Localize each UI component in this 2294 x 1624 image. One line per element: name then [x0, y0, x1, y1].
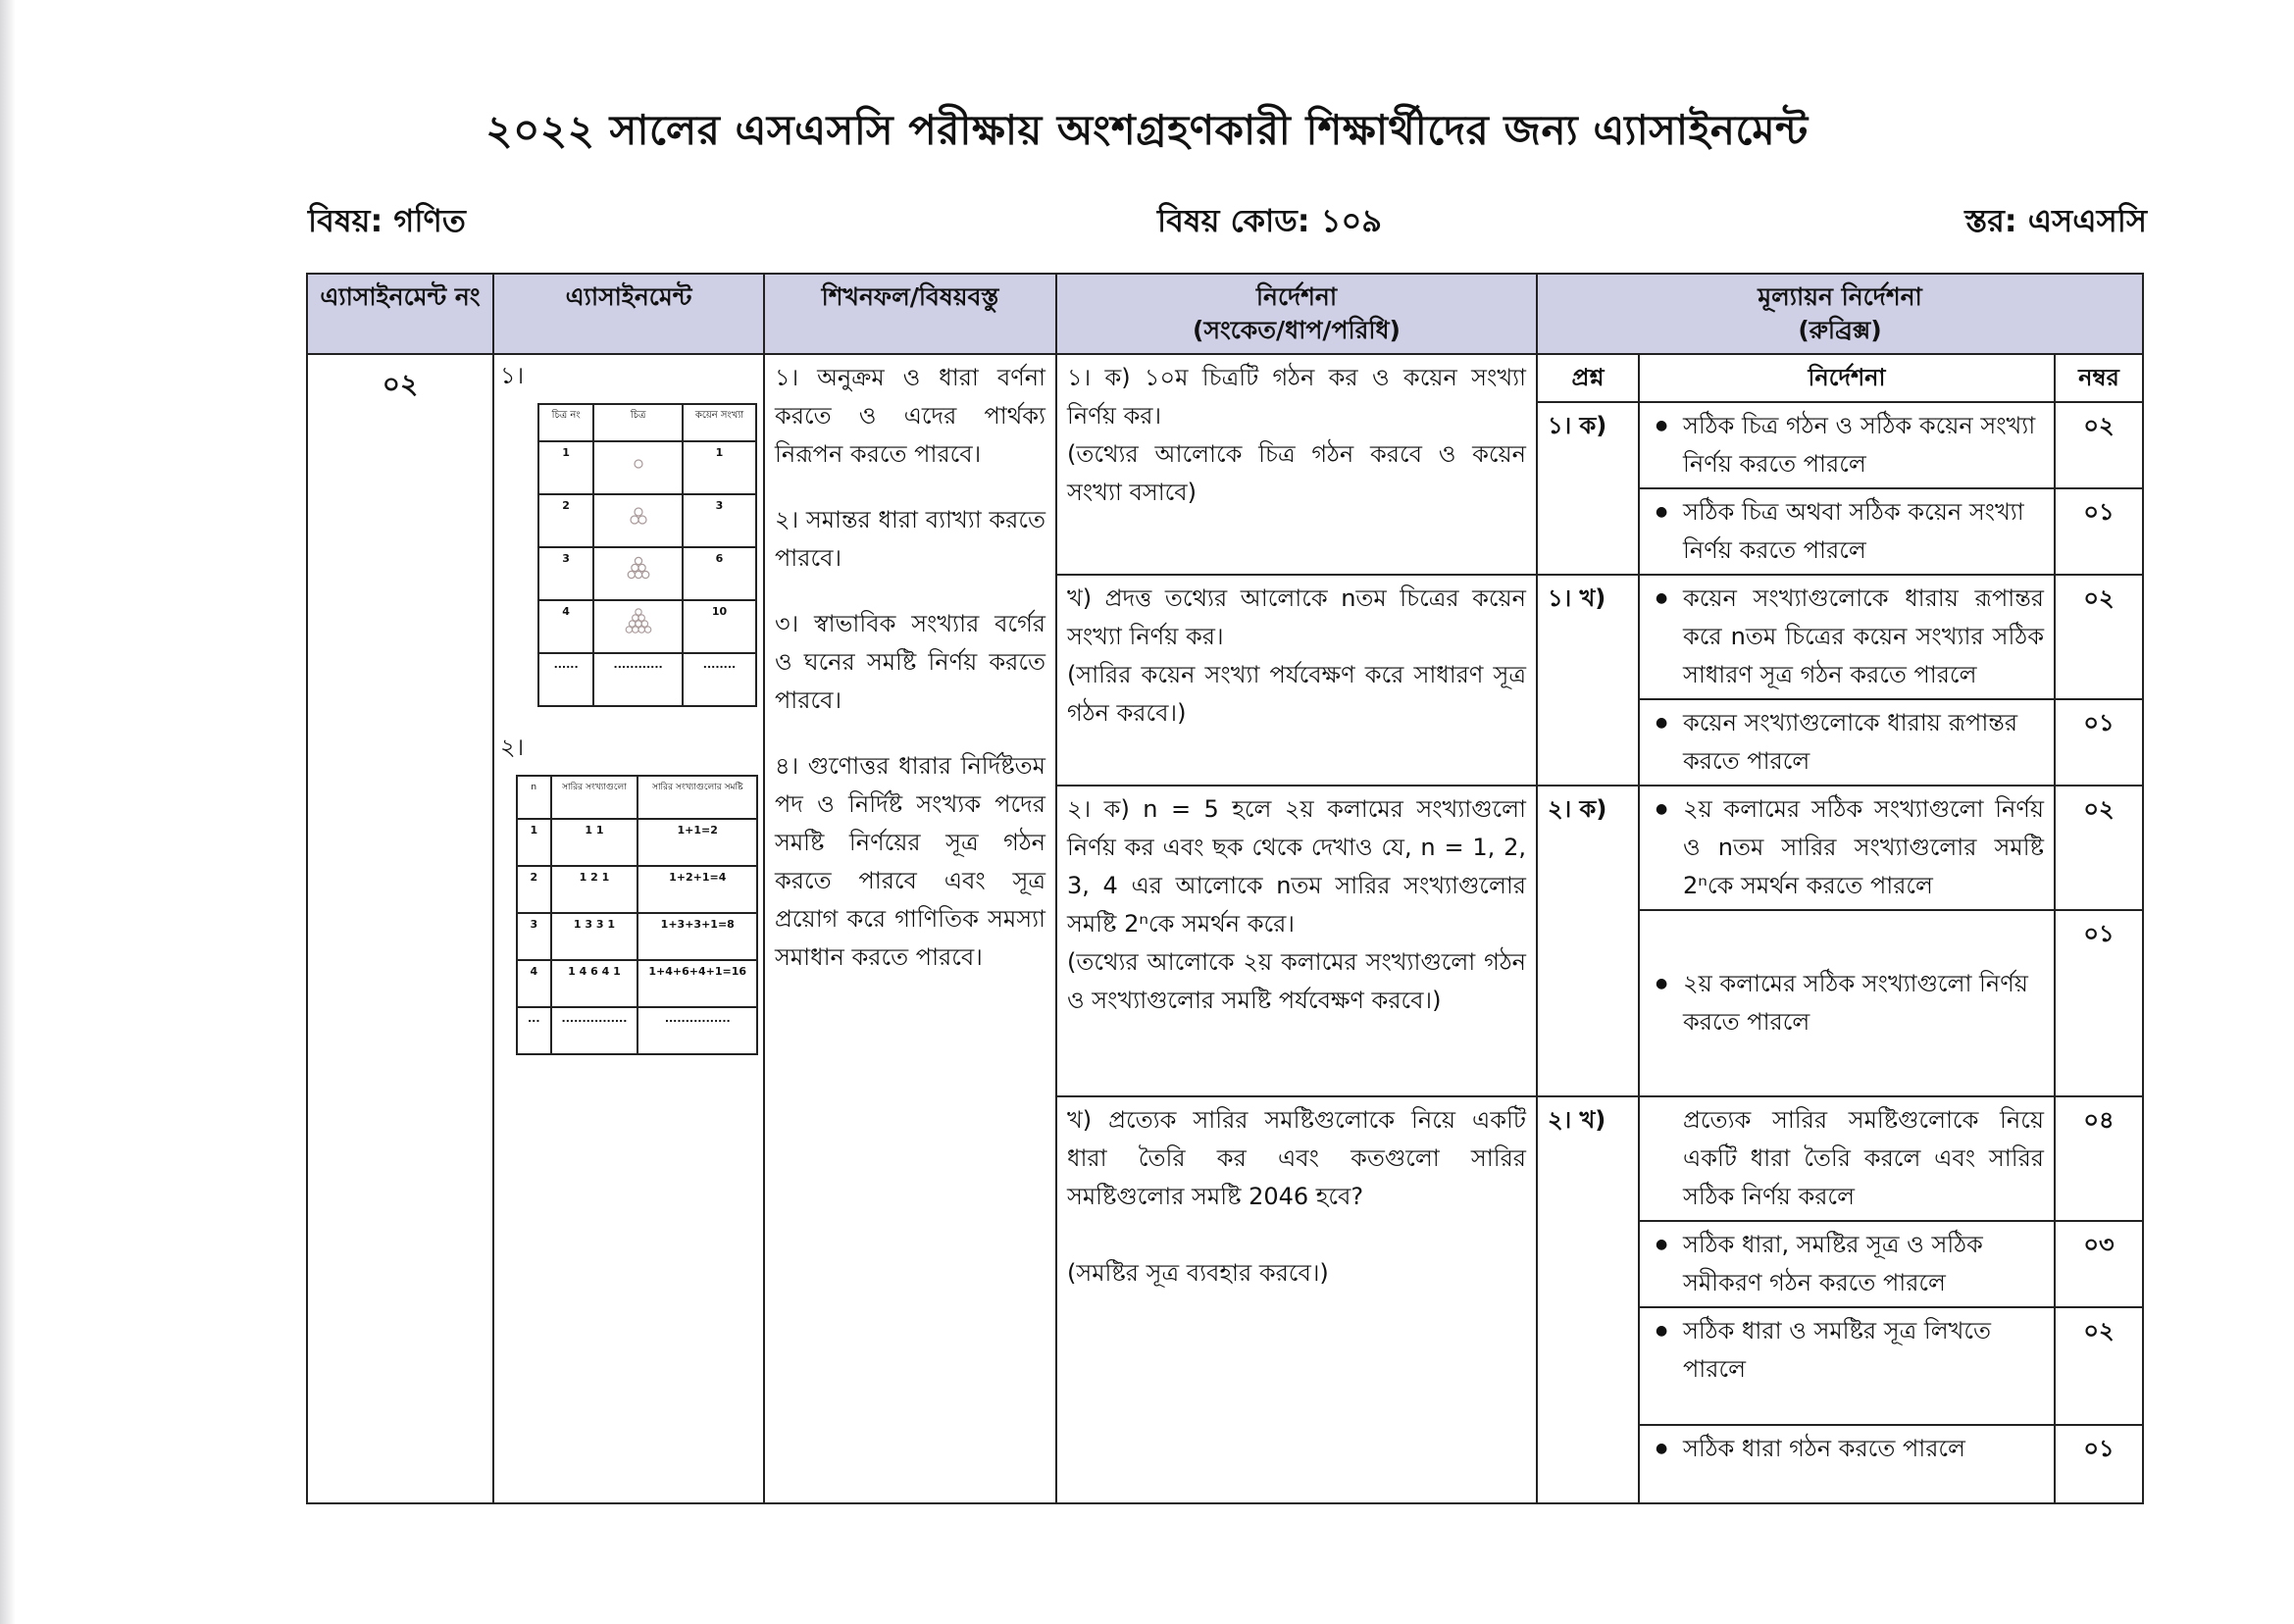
rubric-question: ২। ক)	[1537, 786, 1639, 1096]
figure-number: 1	[538, 441, 593, 494]
rubric-item	[1639, 1096, 2055, 1221]
rubric-mark: ০১	[2055, 699, 2143, 786]
row-number: 3	[517, 913, 551, 960]
header-instructions-sub: (সংকেত/ধাপ/পরিধি)	[1193, 316, 1401, 344]
coin-figure-2	[593, 494, 683, 547]
instruction-hint: (তথ্যের আলোকে চিত্র গঠন করবে ও কয়েন সংখ্যা বসাবে)	[1067, 440, 1526, 506]
rubric-text: ● সঠিক ধারা গঠন করতে পারলে	[1650, 1430, 2044, 1468]
figure-number: 2	[538, 494, 593, 547]
dots-cell: ...	[517, 1007, 551, 1054]
page-title: ২০২২ সালের এসএসসি পরীক্ষায় অংশগ্রহণকারী শিক্ষার্থীদের জন্য এ্যাসাইনমেন্ট	[485, 106, 1809, 154]
level-label: স্তর: এসএসসি	[1964, 202, 2147, 239]
dots-cell: ........	[683, 653, 756, 706]
instruction-1a	[1056, 354, 1537, 575]
row-number: 2	[517, 866, 551, 913]
rubric-mark: ০২	[2055, 575, 2143, 699]
header-assignment: এ্যাসাইনমেন্ট	[493, 274, 764, 354]
coin-table-header: কয়েন সংখ্যা	[683, 404, 756, 441]
header-outcomes: শিখনফল/বিষয়বস্তু	[764, 274, 1056, 354]
rubric-question: ১। খ)	[1537, 575, 1639, 786]
row-sum: 1+1=2	[637, 819, 757, 866]
rubric-mark: ০২	[2055, 402, 2143, 488]
row-sum: 1+3+3+1=8	[637, 913, 757, 960]
rubric-text: ● সঠিক চিত্র গঠন ও সঠিক কয়েন সংখ্যা নির্ণয় করতে পারলে	[1650, 407, 2044, 483]
rubric-text: ● কয়েন সংখ্যাগুলোকে ধারায় রূপান্তর করে nতম চিত্রের কয়েন সংখ্যার সঠিক সাধারণ সূত্র গঠন করতে পারলে	[1650, 580, 2044, 694]
pascal-table	[516, 775, 758, 1055]
header-instructions	[1056, 274, 1537, 354]
rubric-item	[1639, 1221, 2055, 1307]
rubric-text: ● সঠিক ধারা ও সমষ্টির সূত্র লিখতে পারলে	[1650, 1312, 2044, 1389]
coin-table-header: চিত্র	[593, 404, 683, 441]
table-header-row	[307, 274, 2143, 354]
rubric-text: ● কয়েন সংখ্যাগুলোকে ধারায় রূপান্তর করতে পারলে	[1650, 704, 2044, 781]
rubric-mark: ০২	[2055, 1307, 2143, 1425]
rubric-question: ১। ক)	[1537, 402, 1639, 575]
instruction-hint: (তথ্যের আলোকে ২য় কলামের সংখ্যাগুলো গঠন ও সংখ্যাগুলোর সমষ্টি পর্যবেক্ষণ করবে।)	[1067, 948, 1526, 1014]
rubric-item	[1639, 402, 2055, 488]
rubric-mark: ০৩	[2055, 1221, 2143, 1307]
instruction-question: খ) প্রদত্ত তথ্যের আলোকে nতম চিত্রের কয়েন সংখ্যা নির্ণয় কর।	[1067, 584, 1526, 650]
coin-figure-table	[537, 403, 757, 707]
dots-cell: ......	[538, 653, 593, 706]
row-numbers: 1 3 3 1	[551, 913, 638, 960]
instruction-question: ১। ক) ১০ম চিত্রটি গঠন কর ও কয়েন সংখ্যা নির্ণয় কর।	[1067, 364, 1526, 430]
header-instructions-title: নির্দেশনা	[1255, 282, 1338, 311]
figure1-label: ১।	[500, 362, 525, 389]
rubric-text: ● ২য় কলামের সঠিক সংখ্যাগুলো নির্ণয় ও nতম সারির সংখ্যাগুলোর সমষ্টি 2ⁿকে সমর্থন করতে পারলে	[1650, 790, 2044, 905]
coin-figure-1	[593, 441, 683, 494]
outcome-item: ২। সমান্তর ধারা ব্যাখ্যা করতে পারবে।	[775, 506, 1045, 572]
coin-count: 6	[683, 547, 756, 600]
rubric-question: ২। খ)	[1537, 1096, 1639, 1503]
scan-edge	[0, 0, 16, 1624]
rubric-text: ● ২য় কলামের সঠিক সংখ্যাগুলো নির্ণয় করতে পারলে	[1650, 965, 2044, 1041]
dots-cell: ............	[593, 653, 683, 706]
figure2-label: ২।	[500, 734, 525, 761]
dots-cell: ................	[637, 1007, 757, 1054]
rubric-item	[1639, 786, 2055, 910]
instruction-1b	[1056, 575, 1537, 786]
outcome-item: ৩। স্বাভাবিক সংখ্যার বর্গের ও ঘনের সমষ্টি নির্ণয় করতে পারবে।	[775, 610, 1045, 714]
pascal-table-header: n	[517, 776, 551, 819]
row-sum: 1+2+1=4	[637, 866, 757, 913]
rubric-item	[1639, 575, 2055, 699]
instruction-hint: (সমষ্টির সূত্র ব্যবহার করবে।)	[1067, 1259, 1329, 1287]
outcome-item: ৪। গুণোত্তর ধারার নির্দিষ্টতম পদ ও নির্দিষ্ট সংখ্যক পদের সমষ্টি নির্ণয়ের সূত্র গঠন করতে পারবে এবং সূত্র প্রয়োগ করে গাণিতিক সমস্যা সমাধান করতে পারবে।	[775, 752, 1045, 971]
row-numbers: 1 4 6 4 1	[551, 960, 638, 1007]
subject-code-label: বিষয় কোড: ১০৯	[1157, 202, 1383, 239]
rubric-mark: ০১	[2055, 1425, 2143, 1503]
figure-number: 3	[538, 547, 593, 600]
instruction-hint: (সারির কয়েন সংখ্যা পর্যবেক্ষণ করে সাধারণ সূত্র গঠন করবে।)	[1067, 661, 1526, 727]
rubric-item	[1639, 1425, 2055, 1503]
rubric-text: ● সঠিক ধারা, সমষ্টির সূত্র ও সঠিক সমীকরণ গঠন করতে পারলে	[1650, 1226, 2044, 1302]
rubric-mark: ০৪	[2055, 1096, 2143, 1221]
coin-table-header: চিত্র নং	[538, 404, 593, 441]
assignment-number: ০২	[307, 354, 493, 1503]
instruction-question: ২। ক) n = 5 হলে ২য় কলামের সংখ্যাগুলো নির্ণয় কর এবং ছক থেকে দেখাও যে, n = 1, 2, 3, 4 এর আলোকে nতম সারির সংখ্যাগুলোর সমষ্টি 2ⁿকে সমর্থন করে।	[1067, 795, 1526, 938]
instruction-question: খ) প্রত্যেক সারির সমষ্টিগুলোকে নিয়ে একটি ধারা তৈরি কর এবং কতগুলো সারির সমষ্টিগুলোর সমষ্টি 2046 হবে?	[1067, 1106, 1526, 1210]
instruction-2b	[1056, 1096, 1537, 1503]
coin-count: 10	[683, 600, 756, 653]
figure-number: 4	[538, 600, 593, 653]
rubric-mark: ০১	[2055, 488, 2143, 575]
assignment-figures	[493, 354, 764, 1503]
rubric-item	[1639, 910, 2055, 1096]
row-number: 1	[517, 819, 551, 866]
pascal-table-header: সারির সংখ্যাগুলোর সমষ্টি	[637, 776, 757, 819]
header-assignment-no: এ্যাসাইনমেন্ট নং	[307, 274, 493, 354]
rubric-text: ● সঠিক চিত্র অথবা সঠিক কয়েন সংখ্যা নির্ণয় করতে পারলে	[1650, 493, 2044, 570]
coin-figure-3	[593, 547, 683, 600]
header-rubric-sub: (রুব্রিক্স)	[1798, 316, 1882, 344]
row-numbers: 1 2 1	[551, 866, 638, 913]
learning-outcomes	[764, 354, 1056, 1503]
pascal-table-header: সারির সংখ্যাগুলো	[551, 776, 638, 819]
outcome-item: ১। অনুক্রম ও ধারা বর্ণনা করতে ও এদের পার্থক্য নিরূপন করতে পারবে।	[775, 364, 1045, 468]
header-rubric-title: মূল্যায়ন নির্দেশনা	[1758, 282, 1922, 311]
rubric-item	[1639, 488, 2055, 575]
subject-label: বিষয়: গণিত	[308, 202, 466, 239]
rubric-question-header: প্রশ্ন	[1537, 354, 1639, 402]
rubric-item	[1639, 1307, 2055, 1425]
rubric-mark: ০১	[2055, 910, 2143, 1096]
row-numbers: 1 1	[551, 819, 638, 866]
rubric-mark: ০২	[2055, 786, 2143, 910]
row-number: 4	[517, 960, 551, 1007]
rubric-text: প্রত্যেক সারির সমষ্টিগুলোকে নিয়ে একটি ধারা তৈরি করলে এবং সারির সঠিক নির্ণয় করলে	[1683, 1106, 2044, 1210]
table-row	[307, 354, 2143, 402]
dots-cell: ................	[551, 1007, 638, 1054]
coin-count: 3	[683, 494, 756, 547]
coin-figure-4	[593, 600, 683, 653]
header-rubric	[1537, 274, 2143, 354]
row-sum: 1+4+6+4+1=16	[637, 960, 757, 1007]
rubric-direction-header: নির্দেশনা	[1639, 354, 2055, 402]
assignment-table	[306, 273, 2144, 1504]
coin-count: 1	[683, 441, 756, 494]
rubric-marks-header: নম্বর	[2055, 354, 2143, 402]
instruction-2a	[1056, 786, 1537, 1096]
rubric-item	[1639, 699, 2055, 786]
